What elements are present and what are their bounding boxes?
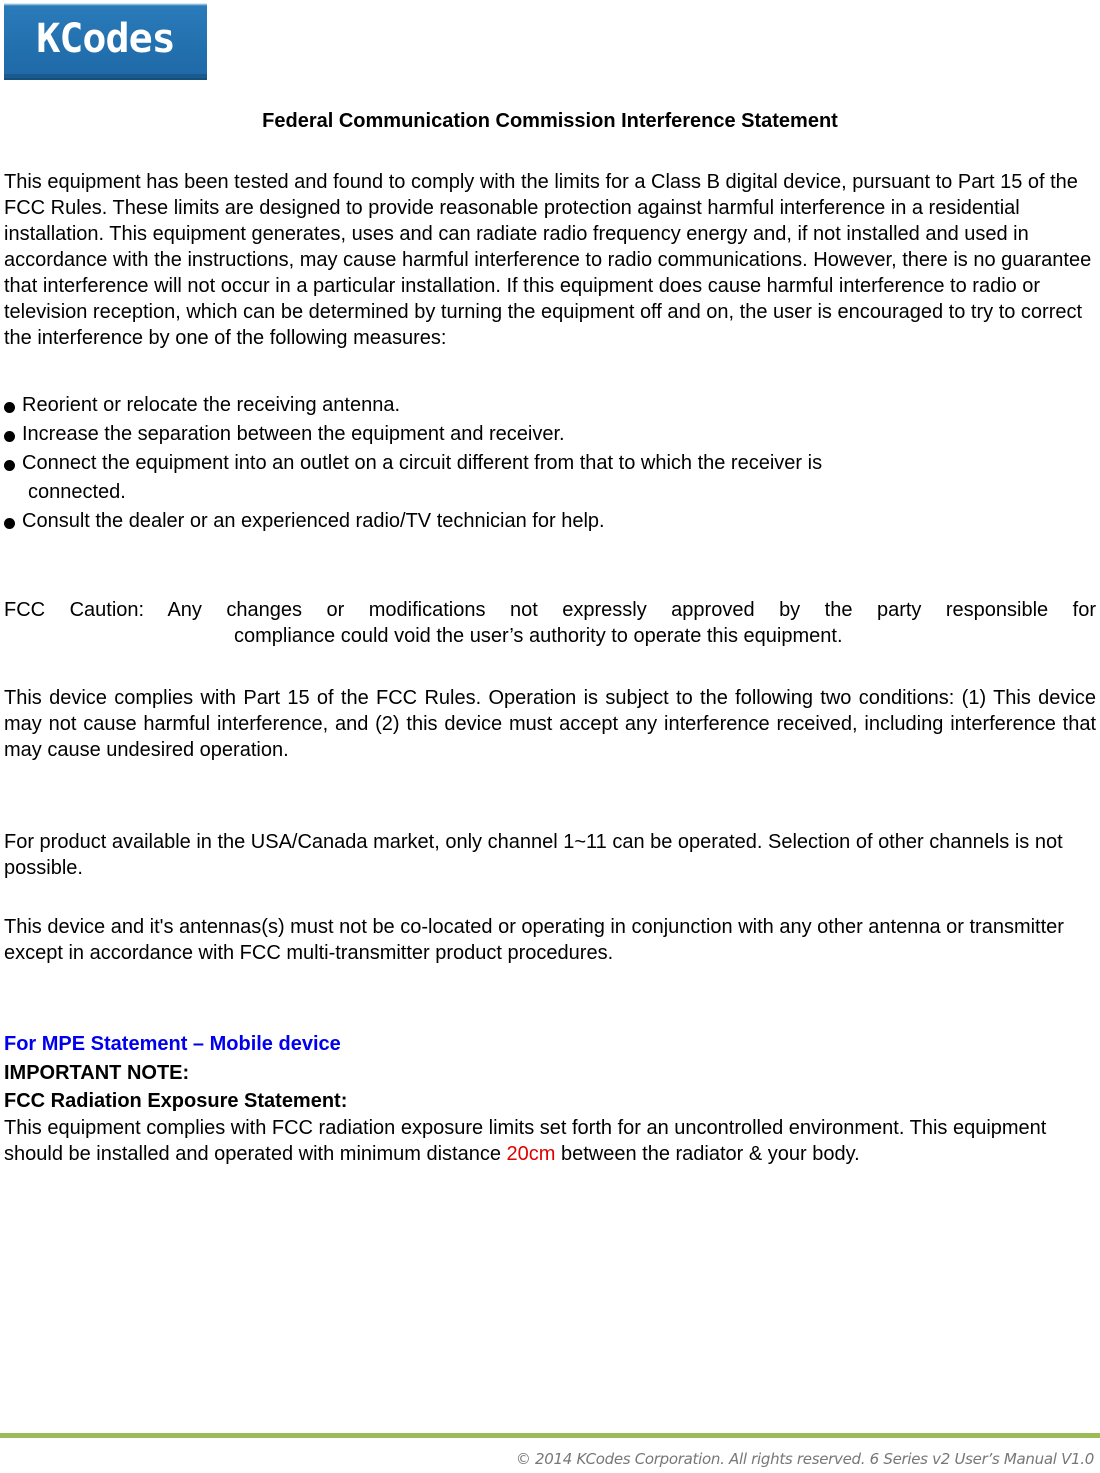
footer-divider	[0, 1433, 1100, 1438]
bullet-icon	[4, 518, 15, 529]
distance-value: 20cm	[506, 1143, 556, 1165]
part15-paragraph: This device complies with Part 15 of the FCC Rules. Operation is subject to the following two conditions: (1) This device may not cause harmful interference, and (2) this device must accept any interference received, including interference that may cause undesired operation.	[4, 687, 1096, 761]
fcc-caution-line1: FCC Caution: Any changes or modifications not expressly approved by the party responsible for	[4, 599, 1096, 621]
list-item-text: Reorient or relocate the receiving antenna.	[22, 394, 401, 416]
measures-list	[4, 391, 1096, 536]
footer-copyright: © 2014 KCodes Corporation. All rights reserved. 6 Series v2 User’s Manual V1.0	[515, 1450, 1094, 1468]
colocation-paragraph: This device and it's antennas(s) must not be co-located or operating in conjunction with any other antenna or transmitter except in accordance with FCC multi-transmitter product procedures.	[4, 916, 1064, 964]
usa-canada-paragraph: For product available in the USA/Canada market, only channel 1~11 can be operated. Selection of other channels is not possible.	[4, 831, 1063, 879]
radiation-exposure-heading: FCC Radiation Exposure Statement:	[4, 1090, 348, 1112]
mpe-heading: For MPE Statement – Mobile device	[4, 1033, 341, 1055]
list-item-text: Consult the dealer or an experienced radio/TV technician for help.	[22, 510, 605, 532]
logo-text: KCodes	[36, 16, 175, 62]
important-note-heading: IMPORTANT NOTE:	[4, 1062, 190, 1084]
list-item	[4, 507, 1096, 536]
list-item-continuation: connected.	[28, 481, 126, 503]
intro-paragraph: This equipment has been tested and found to comply with the limits for a Class B digital device, pursuant to Part 15 of the FCC Rules. These limits are designed to provide reasonable protection against harmful interference in a residential installation. This equipment generates, uses and can radiate radio frequency energy and, if not installed and used in accordance with the instructions, may cause harmful interference to radio communications. However, there is no guarantee that interference will not occur in a particular installation. If this equipment does cause harmful interference to radio or television reception, which can be determined by turning the equipment off and on, the user is encouraged to try to correct the interference by one of the following measures:	[4, 171, 1092, 349]
list-item	[4, 449, 1096, 507]
kcodes-logo	[4, 0, 207, 78]
page-title: Federal Communication Commission Interference Statement	[262, 110, 838, 132]
bullet-icon	[4, 431, 15, 442]
radiation-text-after: between the radiator & your body.	[555, 1143, 860, 1165]
fcc-caution-paragraph	[4, 597, 1096, 649]
radiation-exposure-paragraph	[4, 1115, 1096, 1167]
list-item-text: Increase the separation between the equipment and receiver.	[22, 423, 565, 445]
radiation-text-before: This equipment complies with FCC radiation exposure limits set forth for an uncontrolled environment. This equipment should be installed and operated with minimum distance	[4, 1117, 1047, 1165]
bullet-icon	[4, 402, 15, 413]
list-item-text: Connect the equipment into an outlet on a circuit different from that to which the receiver is	[22, 452, 823, 474]
bullet-icon	[4, 460, 15, 471]
list-item	[4, 391, 1096, 420]
list-item	[4, 420, 1096, 449]
fcc-caution-line2: compliance could void the user’s authority to operate this equipment.	[234, 625, 843, 647]
